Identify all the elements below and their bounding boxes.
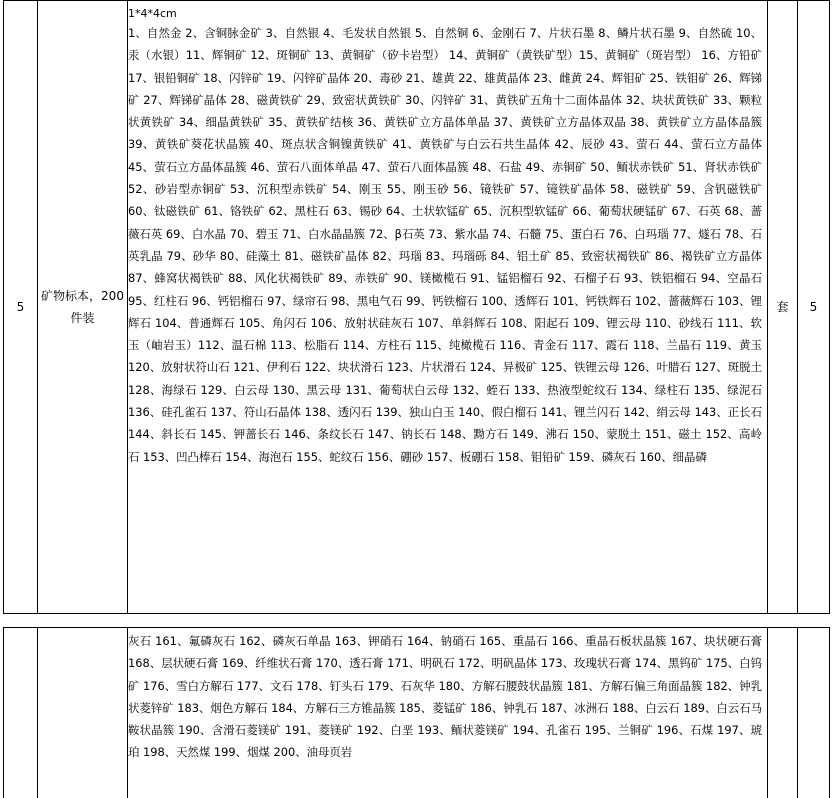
unit-value: 套 — [776, 300, 789, 314]
specimen-description — [128, 6, 762, 468]
item-name: 矿物标本，200件装 — [41, 289, 124, 325]
name-cell — [38, 1, 128, 613]
qty-cell — [798, 1, 829, 613]
specimen-description-cont — [128, 630, 762, 764]
specimen-list-part1: 1、自然金 2、含铜脉金矿 3、自然银 4、毛发状自然银 5、自然铜 6、金刚石 7、片状石墨 8、鳞片状石墨 9、自然硫 10、汞（水银）11、辉铜矿 12、斑铜矿 13、黄铜矿（矽卡岩型） 14、黄铜矿（黄铁矿型）15、黄铜矿（斑岩型） 16、方铅矿 17、银铅铜矿 18、闪锌矿 19、闪锌矿晶体 20、毒砂 21、雄黄 22、雄黄晶体 23、雌黄 24、辉钼矿 25、铁钼矿 26、辉锑矿 27、辉锑矿晶体 28、磁黄铁矿 29、致密状黄铁矿 30、闪锌矿 31、黄铁矿五角十二面体晶体 32、块状黄铁矿 33、颗粒状黄铁矿 34、细晶黄铁矿 35、黄铁矿结核 36、黄铁矿立方晶体单晶 37、黄铁矿立方晶体双晶 38、黄铁矿立方晶体晶簇 39、黄铁矿葵花状晶簇 40、斑点状含铜镍黄铁矿 41、黄铁矿与白云石共生晶体 42、辰砂 43、萤石 44、萤石立方晶体 45、萤石立方晶体晶簇 46、萤石八面体单晶 47、萤石八面体晶簇 48、石盐 49、赤铜矿 50、鲕状赤铁矿 51、肾状赤铁矿 52、砂岩型赤铜矿 53、沉积型赤铁矿 54、刚玉 55、刚玉砂 56、镜铁矿 57、镜铁矿晶体 58、磁铁矿 59、含钒磁铁矿 60、钛磁铁矿 61、铬铁矿 62、黑柱石 63、锡砂 64、土状软锰矿 65、沉积型软锰矿 66、葡萄状硬锰矿 67、石英 68、蔷薇石英 69、白水晶 70、碧玉 71、白水晶晶簇 72、β石英 73、紫水晶 74、石髓 75、蛋白石 76、白玛瑙 77、燧石 78、石英乳晶 79、砂华 80、硅藻土 81、磁铁矿晶体 82、玛瑙 83、玛瑙砾 84、铝土矿 85、致密状褐铁矿 86、褐铁矿立方晶体 87、蜂窝状褐铁矿 88、风化状褐铁矿 89、赤铁矿 90、镁橄榄石 91、锰铝榴石 92、石榴子石 93、铁铝榴石 94、空晶石 95、红柱石 96、钙铝榴石 97、绿帘石 98、黑电气石 99、钙铁榴石 100、透辉石 101、钙铁辉石 102、蔷薇辉石 103、锂辉石 104、普通辉石 105、角闪石 106、放射状硅灰石 107、单斜辉石 108、阳起石 109、锂云母 110、砂线石 111、软玉（岫岩玉）112、温石棉 113、松脂石 114、方柱石 115、纯橄榄石 116、青金石 117、霞石 118、兰晶石 119、黄玉 120、放射状符山石 121、伊利石 122、块状滑石 123、片状滑石 124、异极矿 125、铁锂云母 126、叶腊石 127、斑脱土 128、海绿石 129、白云母 130、黑云母 131、葡萄状白云母 132、蛭石 133、热液型蛇纹石 134、绿柱石 135、绿泥石 136、硅孔雀石 137、符山石晶体 138、透闪石 139、独山白玉 140、假白榴石 141、锂兰闪石 142、绢云母 143、正长石 144、斜长石 145、钾蔷长石 146、条纹长石 147、钠长石 148、黝方石 149、沸石 150、蒙脱土 151、磁土 152、高岭石 153、凹凸棒石 154、海泡石 155、蛇纹石 156、硼砂 157、板硼石 158、钼铅矿 159、磷灰石 160、细晶磷 — [128, 26, 762, 464]
unit-cell — [768, 1, 798, 613]
index-cell-cont — [4, 628, 38, 798]
unit-cell-cont — [768, 628, 798, 798]
index-cell — [4, 1, 38, 613]
specimen-size: 1*4*4cm — [128, 7, 177, 20]
name-cell-cont — [38, 628, 128, 798]
specimen-list-part2: 灰石 161、氟磷灰石 162、磷灰石单晶 163、钾硝石 164、钠硝石 165、重晶石 166、重晶石板状晶簇 167、块状硬石膏 168、层状硬石膏 169、纤维状石膏 170、透石膏 171、明矾石 172、明矾晶体 173、玫瑰状石膏 174、黑钨矿 175、白钨矿 176、雪白方解石 177、文石 178、钉头石 179、石灰华 180、方解石腰鼓状晶簇 181、方解石偏三角面晶簇 182、钟乳状菱锌矿 183、烟色方解石 184、方解石三方锥晶簇 185、菱锰矿 186、钟乳石 187、冰洲石 188、白云石 189、白云石马鞍状晶簇 190、含滑石菱镁矿 191、菱镁矿 192、白垩 193、鲕状菱镁矿 194、孔雀石 195、兰铜矿 196、石煤 197、琥珀 198、天然煤 199、烟煤 200、油母页岩 — [128, 634, 762, 760]
qty-value: 5 — [809, 300, 818, 314]
row-index: 5 — [16, 300, 25, 314]
